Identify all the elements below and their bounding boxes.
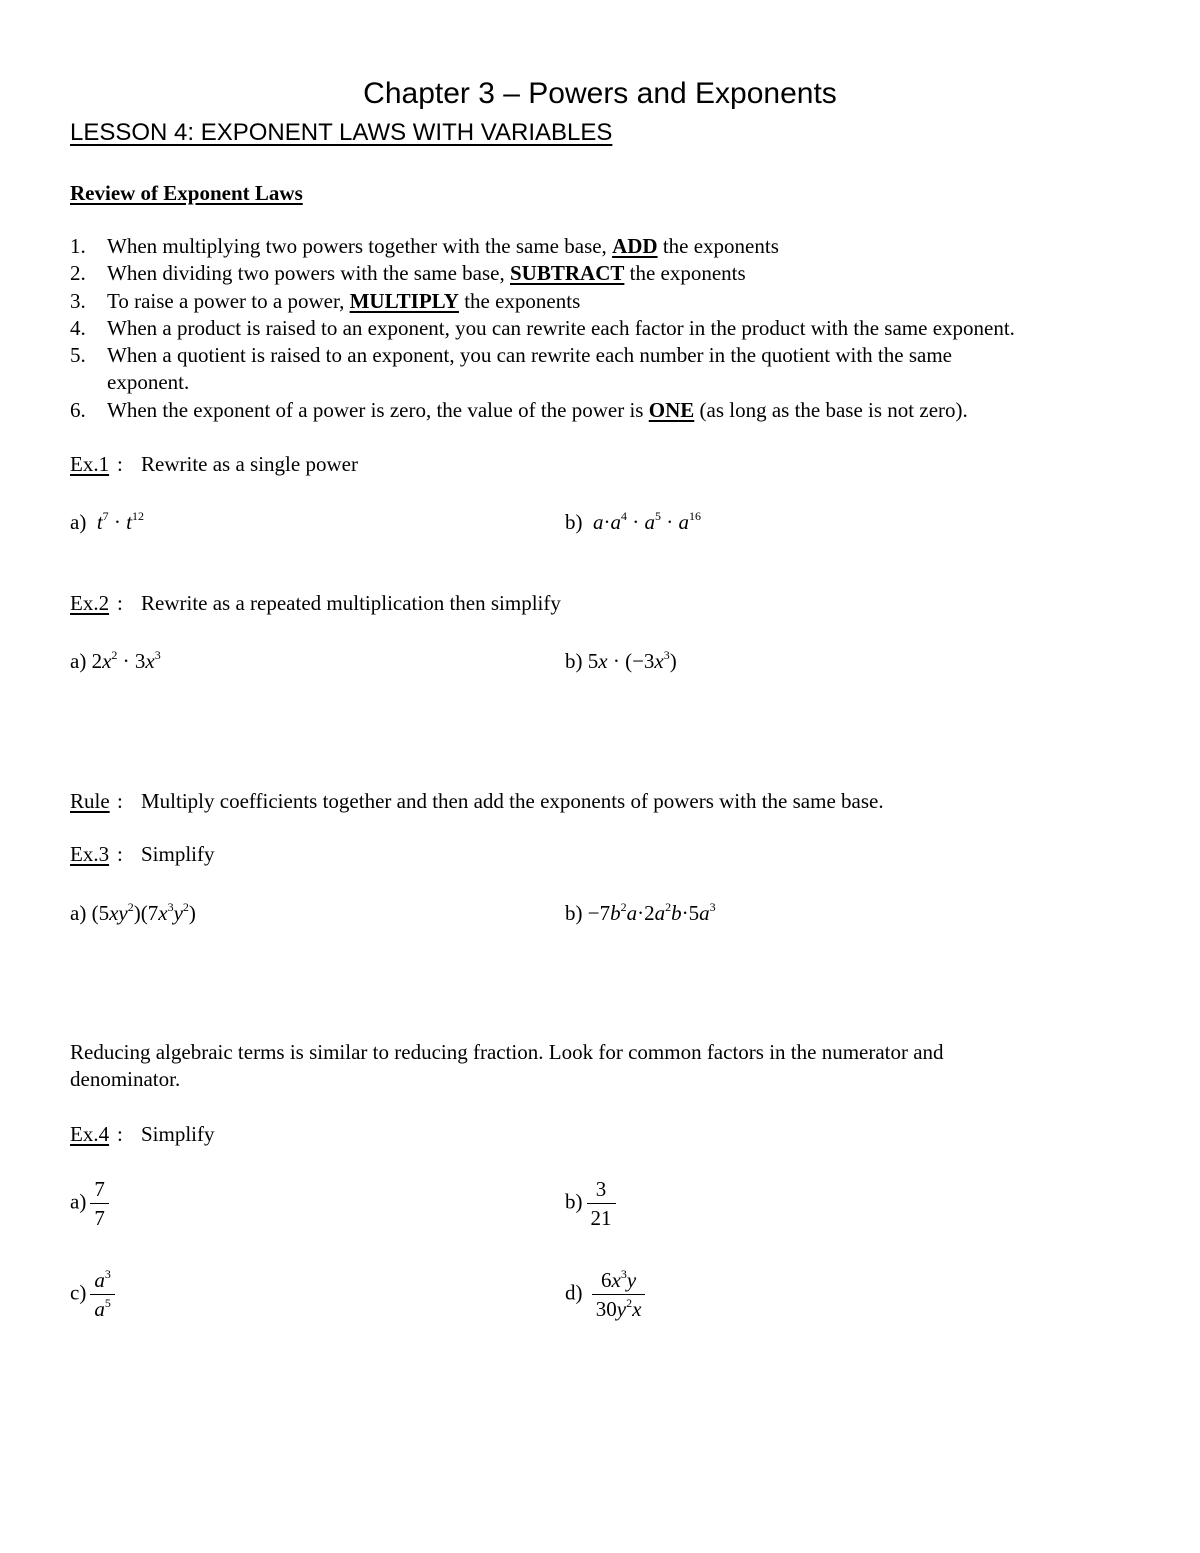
law-keyword: ONE: [648, 398, 695, 422]
example-3-label: Ex.3: [70, 842, 110, 866]
review-heading: Review of Exponent Laws: [70, 181, 303, 205]
example-4-colon: :: [117, 1122, 123, 1146]
law-keyword: SUBTRACT: [510, 261, 625, 285]
reducing-paragraph-line-1: Reducing algebraic terms is similar to reducing fraction. Look for common factors in the numerator and: [70, 1040, 944, 1064]
law-number: 3.: [70, 289, 86, 313]
example-4a: a) $\frac{7}{7}$: [70, 1175, 109, 1232]
rule-colon: :: [117, 789, 123, 813]
reducing-paragraph-line-2: denominator.: [70, 1067, 181, 1091]
example-2-task: Rewrite as a repeated multiplication then simplify: [141, 591, 561, 615]
fraction: $\frac{7}{7}$: [90, 1175, 109, 1232]
fraction: $\frac{3}{21}$: [587, 1175, 616, 1232]
example-4d: d) $\frac{6x^3y}{30y^2x}$: [565, 1266, 645, 1323]
law-keyword: ADD: [612, 234, 658, 258]
example-1-colon: :: [117, 452, 123, 476]
example-4b: b) $\frac{3}{21}$: [565, 1175, 616, 1232]
example-3b: $b) -7b^2a\cdot 2a^2b\cdot 5a^3$: [565, 900, 716, 925]
example-2-label: Ex.2: [70, 591, 110, 615]
law-item: When a product is raised to an exponent, you can rewrite each factor in the product with the same exponent.: [107, 316, 1015, 340]
fraction: $\frac{a^3}{a^5}$: [90, 1266, 115, 1323]
example-3a: a) $(5xy^2)(7x^3y^2)$: [70, 900, 196, 925]
example-1a: a) $t^7 \cdot t^{12}$: [70, 509, 145, 534]
law-item: When a quotient is raised to an exponent, you can rewrite each number in the quotient with the same: [107, 343, 952, 367]
law-item: When dividing two powers with the same base, SUBTRACT the exponents: [107, 261, 746, 285]
law-item: When the exponent of a power is zero, the value of the power is ONE (as long as the base is not zero).: [107, 398, 968, 422]
example-3-colon: :: [117, 842, 123, 866]
example-2a: a) $2x^2 \cdot 3x^3$: [70, 648, 161, 673]
law-number: 5.: [70, 343, 86, 367]
law-item-continuation: exponent.: [107, 370, 190, 394]
lesson-title: LESSON 4: EXPONENT LAWS WITH VARIABLES: [70, 119, 613, 146]
fraction: $\frac{6x^3y}{30y^2x}$: [592, 1266, 646, 1323]
example-4c: c) $\frac{a^3}{a^5}$: [70, 1266, 115, 1323]
example-2b: b) $5x \cdot (-3x^3)$: [565, 648, 677, 673]
rule-label: Rule: [70, 789, 110, 813]
law-item: To raise a power to a power, MULTIPLY the exponents: [107, 289, 581, 313]
law-keyword: MULTIPLY: [349, 289, 459, 313]
example-4-task: Simplify: [141, 1122, 215, 1146]
example-2-colon: :: [117, 591, 123, 615]
chapter-title: Chapter 3 – Powers and Exponents: [363, 77, 837, 110]
law-number: 1.: [70, 234, 86, 258]
example-4-label: Ex.4: [70, 1122, 110, 1146]
law-number: 4.: [70, 316, 86, 340]
example-3-task: Simplify: [141, 842, 215, 866]
example-1-task: Rewrite as a single power: [141, 452, 358, 476]
law-number: 2.: [70, 261, 86, 285]
law-number: 6.: [70, 398, 86, 422]
law-item: When multiplying two powers together with the same base, ADD the exponents: [107, 234, 779, 258]
rule-text: Multiply coefficients together and then add the exponents of powers with the same base.: [141, 789, 884, 813]
example-1b: b) $a\cdot a^4 \cdot a^5 \cdot a^{16}$: [565, 509, 701, 534]
example-1-label: Ex.1: [70, 452, 110, 476]
